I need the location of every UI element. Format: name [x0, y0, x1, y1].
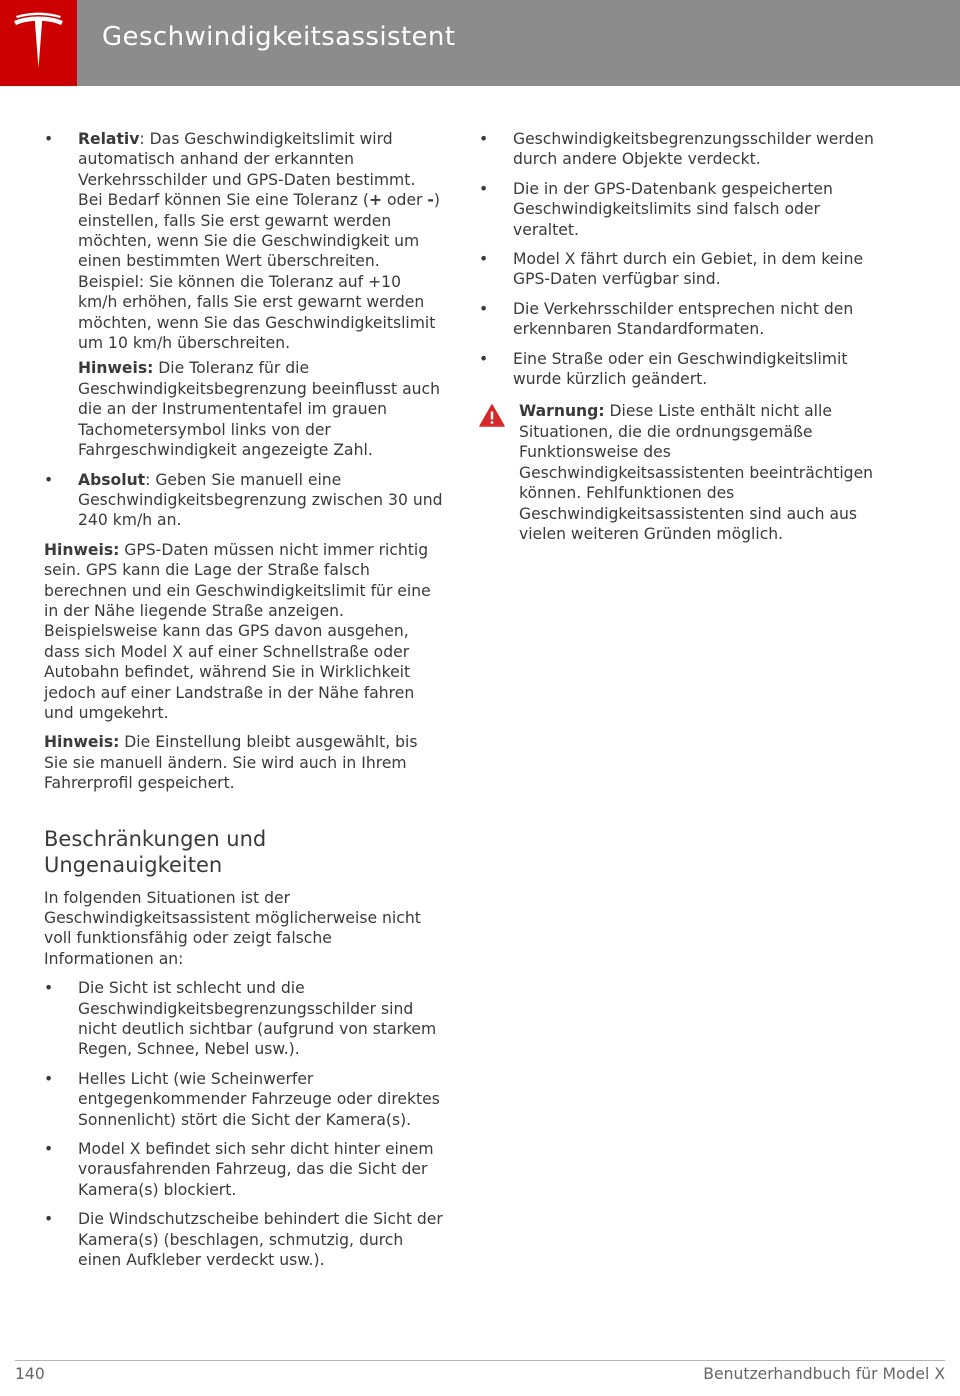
relativ-note-label: Hinweis:	[78, 359, 154, 378]
list-item: • Die in der GPS-Datenbank gespeicherten Geschwindigkeitslimits sind falsch oder veraltet.	[479, 179, 879, 240]
tesla-logo-icon	[12, 12, 65, 74]
note-gps	[44, 540, 444, 724]
limitations-list-right	[479, 129, 879, 389]
relativ-note-text: Die Toleranz für die Geschwindigkeitsbegrenzung beeinflusst auch die an der Instrumententafel im grauen Tachometersymbol links von der Fahrgeschwindigkeit angezeigte Zahl.	[78, 359, 440, 460]
footer-divider	[15, 1360, 945, 1361]
warning-block	[479, 401, 879, 544]
right-column	[479, 129, 879, 544]
relativ-note	[44, 358, 444, 460]
relativ-label: Relativ	[78, 130, 140, 148]
limitations-list-left	[44, 978, 444, 1270]
relativ-text-2: ) einstellen, falls Sie erst gewarnt werden möchten, wenn Sie die Geschwindigkeit um einen bestimmten Wert überschreiten. Beispiel: Sie können die Toleranz auf +10 km/h erhöhen, falls Sie erst gewarnt werden möchten, wenn Sie das Geschwindigkeitslimit um 10 km/h überschreiten.	[78, 191, 440, 353]
tesla-logo	[0, 0, 77, 86]
list-item: • Die Verkehrsschilder entsprechen nicht den erkennbaren Standardformaten.	[479, 299, 879, 340]
warning-text: Diese Liste enthält nicht alle Situationen, die die ordnungsgemäße Funktionsweise des Geschwindigkeitsassistenten beeinträchtigen können. Fehlfunktionen des Geschwindigkeitsassistenten sind auch aus vielen weiteren Gründen möglich.	[519, 402, 874, 543]
minus-symbol: -	[427, 191, 434, 210]
list-item-relativ	[44, 129, 444, 353]
page-title: Geschwindigkeitsassistent	[102, 22, 456, 52]
mode-list-2	[44, 470, 444, 531]
section-heading-line-1: Beschränkungen und	[44, 826, 267, 851]
page-number: 140	[15, 1365, 45, 1383]
note-setting-label: Hinweis:	[44, 733, 120, 752]
mode-list	[44, 129, 444, 353]
absolut-text: : Geben Sie manuell eine Geschwindigkeitsbegrenzung zwischen 30 und 240 km/h an.	[78, 470, 443, 530]
section-heading	[44, 826, 444, 878]
list-item: • Model X fährt durch ein Gebiet, in dem keine GPS-Daten verfügbar sind.	[479, 249, 879, 290]
note-gps-label: Hinweis:	[44, 540, 120, 559]
list-item: • Eine Straße oder ein Geschwindigkeitslimit wurde kürzlich geändert.	[479, 349, 879, 390]
manual-title: Benutzerhandbuch für Model X	[703, 1365, 945, 1383]
relativ-text: : Das Geschwindigkeitslimit wird automatisch anhand der erkannten Verkehrsschilder und GPS-Daten bestimmt. Bei Bedarf können Sie eine Toleranz (	[78, 130, 416, 210]
list-item: • Die Windschutzscheibe behindert die Sicht der Kamera(s) (beschlagen, schmutzig, durch einen Aufkleber verdeckt usw.).	[44, 1209, 444, 1270]
note-gps-text: GPS-Daten müssen nicht immer richtig sein. GPS kann die Lage der Straße falsch berechnen und ein Geschwindigkeitslimit für eine in der Nähe liegende Straße anzeigen. Beispielsweise kann das GPS davon ausgehen, dass sich Model X auf einer Schnellstraße oder Autobahn befindet, während Sie in Wirklichkeit jedoch auf einer Landstraße in der Nähe fahren und umgekehrt.	[44, 540, 431, 722]
warning-label: Warnung:	[519, 402, 605, 421]
warning-triangle-icon	[479, 404, 505, 427]
plus-symbol: +	[368, 191, 383, 210]
note-setting	[44, 732, 444, 793]
list-item: • Helles Licht (wie Scheinwerfer entgegenkommender Fahrzeuge oder direktes Sonnenlicht) stört die Sicht der Kamera(s).	[44, 1069, 444, 1130]
list-item: • Geschwindigkeitsbegrenzungsschilder werden durch andere Objekte verdeckt.	[479, 129, 879, 170]
list-item: • Model X befindet sich sehr dicht hinter einem vorausfahrenden Fahrzeug, das die Sicht der Kamera(s) blockiert.	[44, 1139, 444, 1200]
left-column	[44, 129, 444, 1280]
list-item: • Die Sicht ist schlecht und die Geschwindigkeitsbegrenzungsschilder sind nicht deutlich sichtbar (aufgrund von starkem Regen, Schnee, Nebel usw.).	[44, 978, 444, 1060]
absolut-label: Absolut	[78, 470, 146, 489]
page-header	[0, 0, 960, 86]
list-item-absolut	[44, 470, 444, 531]
section-heading-line-2: Ungenauigkeiten	[44, 852, 223, 877]
relativ-oder: oder	[382, 191, 428, 210]
section-intro: In folgenden Situationen ist der Geschwindigkeitsassistent möglicherweise nicht voll funktionsfähig oder zeigt falsche Informationen an:	[44, 888, 421, 968]
note-setting-text: Die Einstellung bleibt ausgewählt, bis Sie sie manuell ändern. Sie wird auch in Ihrem Fahrerprofil gespeichert.	[44, 733, 418, 793]
